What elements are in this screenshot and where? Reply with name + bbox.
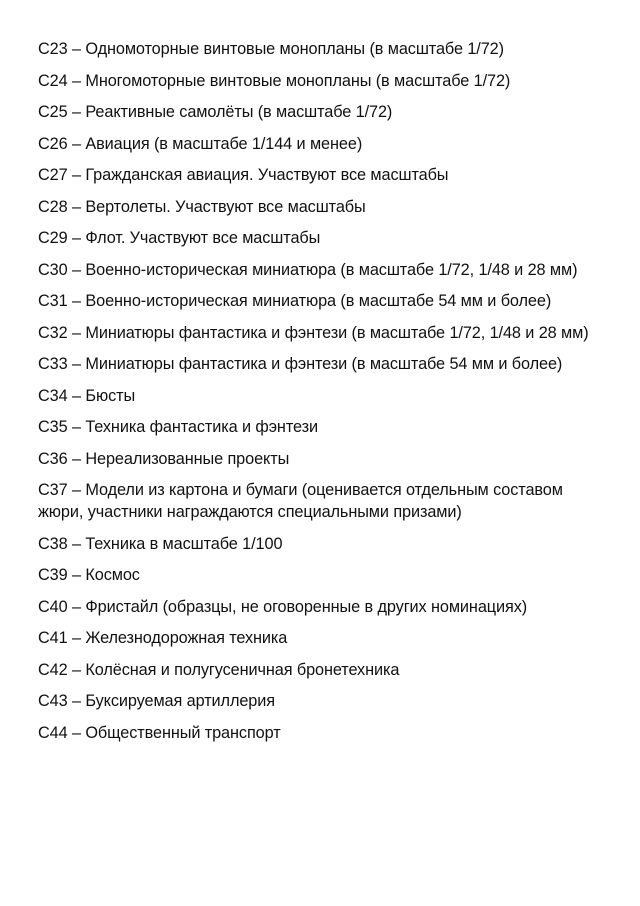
nomination-c28: С28 – Вертолеты. Участвуют все масштабы [38, 197, 366, 216]
nomination-c42: С42 – Колёсная и полугусеничная бронетехника [38, 660, 400, 679]
nomination-c43: С43 – Буксируемая артиллерия [38, 692, 275, 710]
nomination-c44: С44 – Общественный транспорт [38, 723, 281, 742]
nomination-c35: С35 – Техника фантастика и фэнтези [38, 418, 318, 436]
nomination-c24: С24 – Многомоторные винтовые монопланы (в масштабе 1/72) [38, 71, 511, 90]
nomination-c32: С32 – Миниатюры фантастика и фэнтези (в масштабе 1/72, 1/48 и 28 мм) [38, 323, 589, 342]
nomination-c34: С34 – Бюсты [38, 386, 136, 405]
nomination-c25: С25 – Реактивные самолёты (в масштабе 1/72) [38, 103, 393, 121]
nomination-c29: С29 – Флот. Участвуют все масштабы [38, 229, 321, 247]
nomination-c39: С39 – Космос [38, 566, 140, 584]
nomination-c26: С26 – Авиация (в масштабе 1/144 и менее) [38, 134, 363, 153]
nomination-c38: С38 – Техника в масштабе 1/100 [38, 534, 283, 553]
nomination-list [38, 38, 604, 753]
nomination-c41: С41 – Железнодорожная техника [38, 629, 288, 647]
nomination-c27: С27 – Гражданская авиация. Участвуют все масштабы [38, 166, 449, 184]
nomination-c40: С40 – Фристайл (образцы, не оговоренные в других номинациях) [38, 597, 528, 616]
nomination-c33: С33 – Миниатюры фантастика и фэнтези (в масштабе 54 мм и более) [38, 355, 563, 373]
nomination-c31: С31 – Военно-историческая миниатюра (в масштабе 54 мм и более) [38, 292, 552, 310]
nomination-c23: С23 – Одномоторные винтовые монопланы (в масштабе 1/72) [38, 40, 504, 58]
nomination-c37: С37 – Модели из картона и бумаги (оценивается отдельным составом жюри, участники награждаются специальными призами) [38, 481, 563, 521]
nomination-c36: С36 – Нереализованные проекты [38, 449, 290, 468]
nomination-c30: С30 – Военно-историческая миниатюра (в масштабе 1/72, 1/48 и 28 мм) [38, 260, 578, 279]
